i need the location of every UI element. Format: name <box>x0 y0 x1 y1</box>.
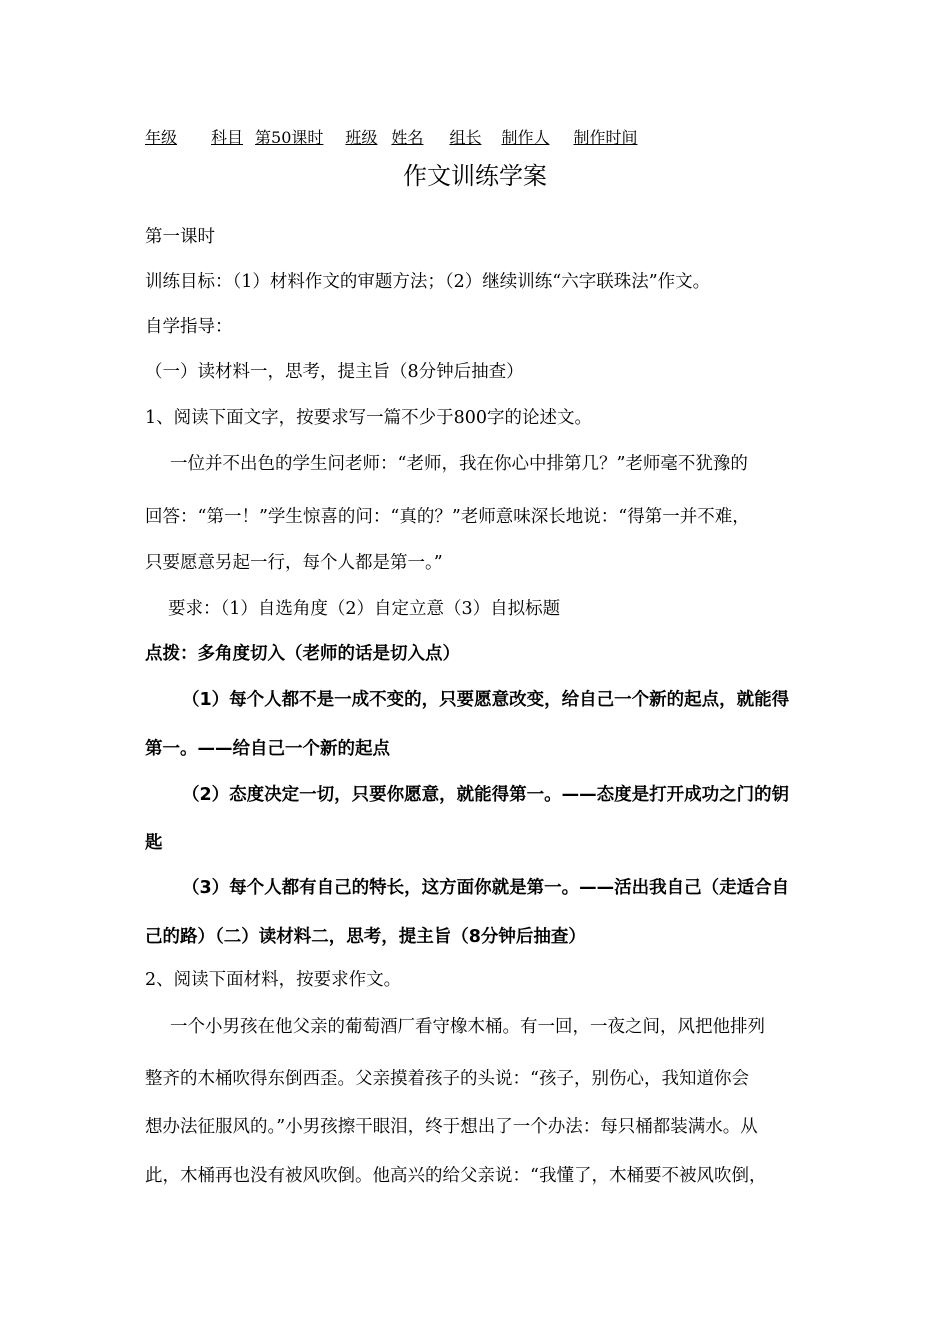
header-subject: 科目 <box>211 128 244 147</box>
section-one-heading: （一）读材料一，思考，提主旨（8分钟后抽查） <box>145 362 524 382</box>
header-lesson: 第50课时 <box>255 128 324 147</box>
self-study-label: 自学指导： <box>145 317 233 337</box>
header-fields <box>145 126 637 150</box>
header-maker: 制作人 <box>501 128 550 147</box>
header-grade: 年级 <box>145 128 178 147</box>
hint-point-3-cont: 己的路）（二）读材料二，思考，提主旨（8分钟后抽查） <box>145 927 586 947</box>
hint-point-1: （1）每个人都不是一成不变的，只要愿意改变，给自己一个新的起点，就能得 <box>182 690 790 710</box>
hint-point-1-cont: 第一。——给自己一个新的起点 <box>145 739 390 759</box>
task-one: 1、阅读下面文字，按要求写一篇不少于800字的论述文。 <box>145 408 593 428</box>
material-one-line-2: 回答：“第一！”学生惊喜的问：“真的？”老师意味深长地说：“得第一并不难， <box>145 507 750 527</box>
material-one-line-1: 一位并不出色的学生问老师：“老师，我在你心中排第几？”老师毫不犹豫的 <box>170 454 748 474</box>
hint-heading: 点拨：多角度切入（老师的话是切入点） <box>145 644 460 664</box>
hint-point-2: （2）态度决定一切，只要你愿意，就能得第一。——态度是打开成功之门的钥 <box>182 785 790 805</box>
requirements: 要求：（1）自选角度（2）自定立意（3）自拟标题 <box>168 599 561 619</box>
page-title: 作文训练学案 <box>403 162 547 190</box>
material-two-line-2: 整齐的木桶吹得东倒西歪。父亲摸着孩子的头说：“孩子，别伤心，我知道你会 <box>145 1069 749 1089</box>
material-two-line-3: 想办法征服风的。”小男孩擦干眼泪，终于想出了一个办法：每只桶都装满水。从 <box>145 1117 758 1137</box>
material-two-line-4: 此，木桶再也没有被风吹倒。他高兴的给父亲说：“我懂了，木桶要不被风吹倒， <box>145 1166 767 1186</box>
header-name: 姓名 <box>391 128 424 147</box>
header-class: 班级 <box>345 128 378 147</box>
header-time: 制作时间 <box>573 128 638 147</box>
lesson-label: 第一课时 <box>145 227 215 247</box>
header-leader: 组长 <box>449 128 482 147</box>
hint-point-2-cont: 匙 <box>145 833 163 853</box>
hint-point-3: （3）每个人都有自己的特长，这方面你就是第一。——活出我自己（走适合自 <box>182 878 790 898</box>
training-goal: 训练目标：（1）材料作文的审题方法；（2）继续训练“六字联珠法”作文。 <box>145 272 711 292</box>
material-one-line-3: 只要愿意另起一行，每个人都是第一。” <box>145 553 443 573</box>
task-two: 2、阅读下面材料，按要求作文。 <box>145 970 402 990</box>
material-two-line-1: 一个小男孩在他父亲的葡萄酒厂看守橡木桶。有一回，一夜之间，风把他排列 <box>170 1017 765 1037</box>
